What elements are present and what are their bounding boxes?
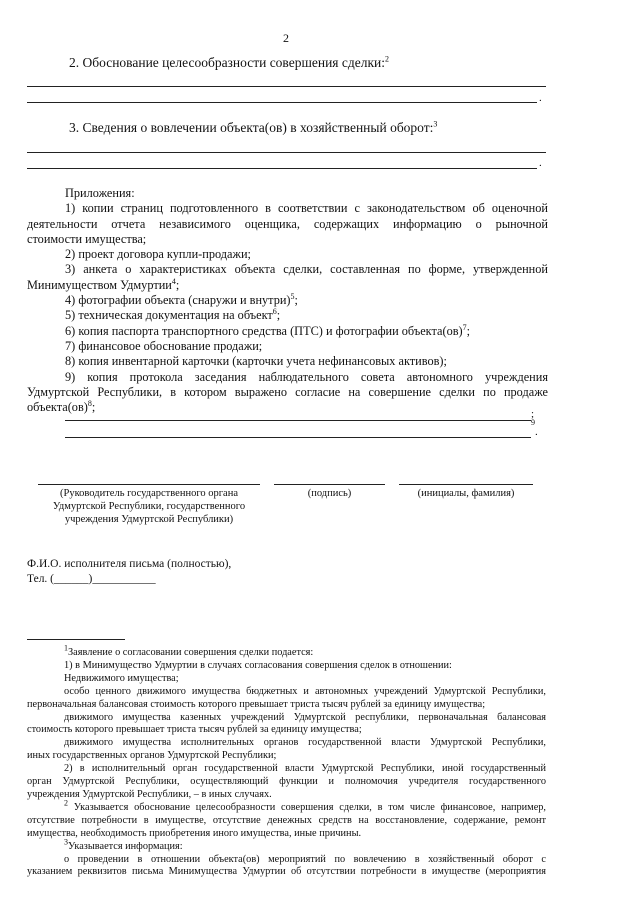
footnote-separator <box>27 639 125 640</box>
footnote-1-item-cont: первоначальная балансовая стоимость которого превышает триста тысяч рублей за единицу имущества; <box>27 698 486 710</box>
footnote-1-item-cont: стоимость которого превышает триста тысяч рублей за единицу имущества; <box>27 724 362 736</box>
line-end-mark: . <box>535 426 538 438</box>
appendix-item-7: 7) финансовое обоснование продажи; <box>65 338 263 353</box>
appendix-item-1-cont: деятельности отчета независимого оценщика, содержащих информацию о рыночной <box>27 216 548 231</box>
appendix-item-9-cont: Удмуртской Республики, в котором выражено согласие на совершение сделки по продаже <box>27 384 548 399</box>
footnote-3-item-cont: указанием реквизитов письма Минимущества Удмуртии об отсутствии потребности в имуществе (мероприятия <box>27 866 546 878</box>
section-2-heading: 2. Обоснование целесообразности совершения сделки:$^2$ <box>69 54 390 70</box>
footnote-ref: 9 <box>531 418 535 427</box>
appendix-item-3-cont: Минимуществом Удмуртии$^4$; <box>27 276 180 292</box>
appendix-item-9: 9) копия протокола заседания наблюдательного совета автономного учреждения <box>65 369 548 384</box>
footnote-3-item: о проведении в отношении объекта(ов) мероприятий по вовлечению в хозяйственный оборот с <box>64 853 546 865</box>
footnote-2-cont: отсутствие потребности в имуществе, отсутствие денежных средств на восстановление, содержание, ремонт <box>27 814 546 826</box>
footnote-1-item: Недвижимого имущества; <box>64 672 179 684</box>
fill-line <box>27 168 537 169</box>
fill-line <box>65 437 531 438</box>
footnote-1-item-cont: иных государственных органов Удмуртской Республики; <box>27 750 277 762</box>
appendix-item-3: 3) анкета о характеристиках объекта сделки, составленная по форме, утвержденной <box>65 262 548 277</box>
line-end-mark: ; <box>531 408 535 420</box>
appendix-title: Приложения: <box>65 186 135 200</box>
fill-line <box>27 86 546 87</box>
appendix-item-2: 2) проект договора купли-продажи; <box>65 247 251 262</box>
footnote-1-item: 1) в Минимущество Удмуртии в случаях согласования совершения сделок в отношении: <box>64 659 452 671</box>
fill-line <box>27 102 537 103</box>
page-number: 2 <box>283 31 289 45</box>
fill-line <box>65 420 531 421</box>
appendix-item-8: 8) копия инвентарной карточки (карточки учета нефинансовых активов); <box>65 354 447 369</box>
footnote-ref: 2 <box>385 54 390 64</box>
footnote-1-item-cont: учреждения Удмуртской Республики, – в иных случаях. <box>27 788 272 800</box>
fill-line <box>27 152 546 153</box>
appendix-list <box>27 186 548 415</box>
signature-line <box>399 484 533 485</box>
footnote-1: $^1$Заявление о согласовании совершения сделки подается: <box>64 643 314 658</box>
signature-line <box>38 484 260 485</box>
appendix-item-1-cont: стоимости имущества; <box>27 231 147 246</box>
appendix-item-1: 1) копии страниц подготовленного в соответствии с законодательством об оценочной <box>65 201 548 216</box>
signature-caption: (подпись) <box>307 488 352 499</box>
footnote-3: $^3$Указывается информация: <box>64 837 183 852</box>
name-caption: (инициалы, фамилия) <box>417 488 515 499</box>
appendix-item-5: 5) техническая документация на объект$^6$; <box>65 307 281 323</box>
footnote-ref: 3 <box>433 119 438 129</box>
executor-name: Ф.И.О. исполнителя письма (полностью), <box>27 558 232 570</box>
footnote-1-item: 2) в исполнительный орган государственной власти Удмуртской Республики, иной государственный <box>64 763 546 775</box>
footnote-2: $^2$ Указывается обоснование целесообразности совершения сделки, в том числе финансовое, например, <box>64 798 546 813</box>
footnote-2-cont: имущества, необходимость приобретения иного имущества, иные причины. <box>27 827 362 839</box>
section-3-heading: 3. Сведения о вовлечении объекта(ов) в хозяйственный оборот:$^3$ <box>69 119 438 135</box>
footnote-1-item: особо ценного движимого имущества бюджетных и автономных учреждений Удмуртской Республики, <box>64 685 546 697</box>
line-end-mark: . <box>539 157 542 169</box>
signature-line <box>274 484 385 485</box>
footnote-1-item-cont: орган Удмуртской Республики, осуществляющий функции и полномочия учредителя государственного <box>27 776 546 788</box>
executor-phone: Тел. (______)___________ <box>27 573 156 585</box>
footnote-1-item: движимого имущества исполнительных органов государственной власти Удмуртской Республики, <box>64 737 546 749</box>
footnote-1-item: движимого имущества казенных учреждений Удмуртской республики, первоначальная балансовая <box>64 711 546 723</box>
appendix-item-4: 4) фотографии объекта (снаружи и внутри)$^5$; <box>65 291 298 308</box>
footnotes <box>27 643 546 879</box>
line-end-mark: . <box>539 92 542 104</box>
signature-head-caption: (Руководитель государственного органа Удмуртской Республики, государственного учреждения Удмуртской Республики) <box>52 488 246 525</box>
appendix-item-6: 6) копия паспорта транспортного средства (ПТС) и фотографии объекта(ов)$^7$; <box>65 322 471 338</box>
appendix-item-9-cont: объекта(ов)$^8$; <box>27 399 96 415</box>
